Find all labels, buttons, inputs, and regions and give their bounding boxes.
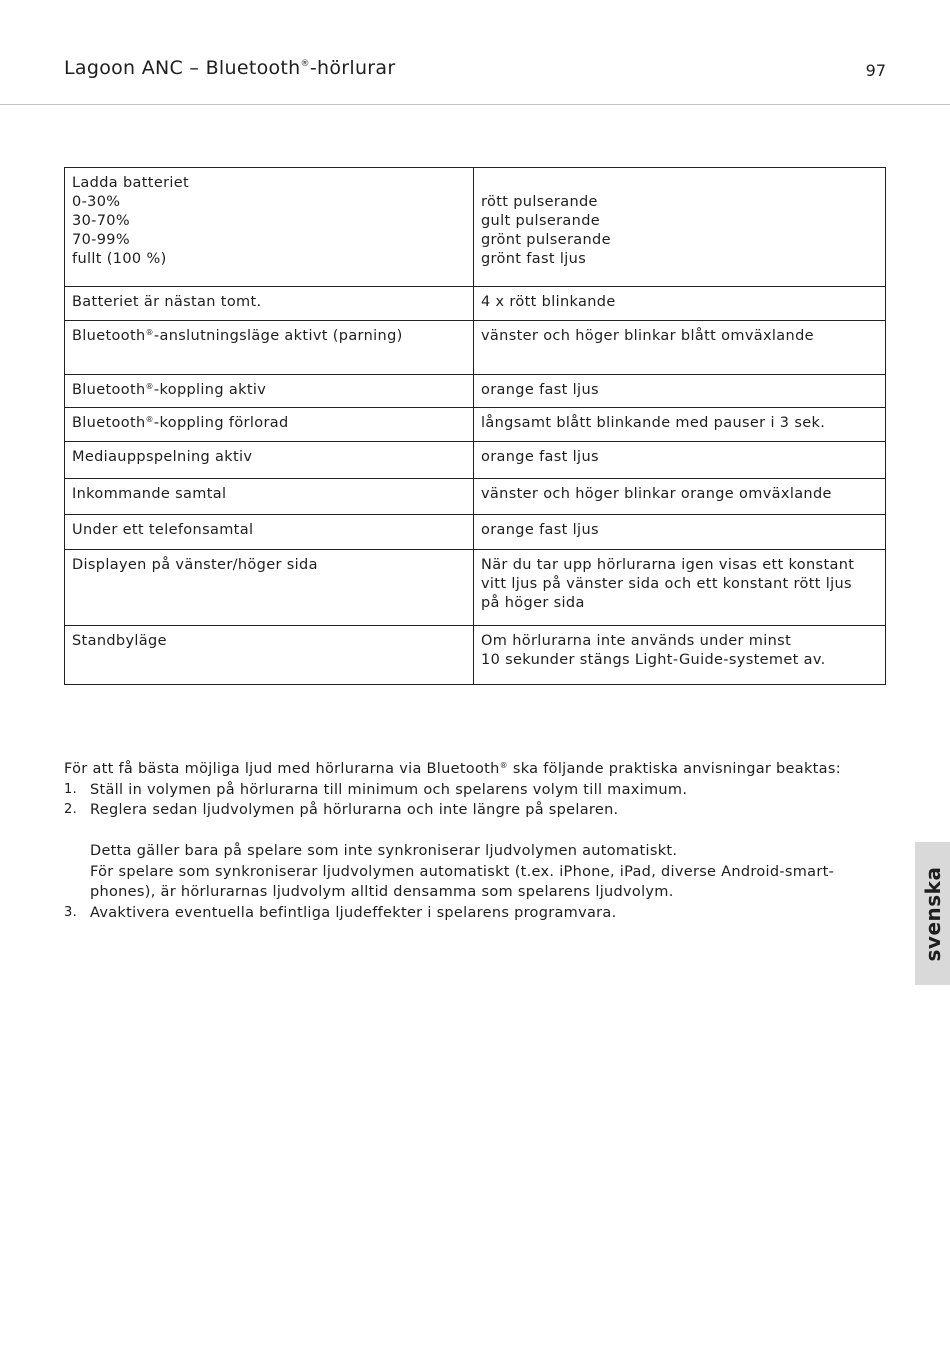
table-cell-condition: Batteriet är nästan tomt. <box>65 287 474 321</box>
table-row <box>65 287 886 321</box>
header-divider <box>0 104 950 105</box>
table-cell-indication: Om hörlurarna inte används under minst 10 sekunder stängs Light-Guide-systemet av. <box>474 626 886 685</box>
table-cell-condition: Under ett telefonsamtal <box>65 515 474 550</box>
list-item: 1. Ställ in volymen på hörlurarna till minimum och spelarens volym till maximum. <box>64 780 904 801</box>
table-row <box>65 442 886 479</box>
tips-section <box>64 759 904 923</box>
tips-intro: För att få bästa möjliga ljud med hörlurarna via Bluetooth® ska följande praktiska anvisningar beaktas: <box>64 761 841 777</box>
page-number: 97 <box>865 61 886 80</box>
step-note: Detta gäller bara på spelare som inte synkroniserar ljudvolymen automatiskt. <box>90 843 678 859</box>
list-item: 3. Avaktivera eventuella befintliga ljudeffekter i spelarens programvara. <box>64 903 904 924</box>
table-row <box>65 375 886 408</box>
table-cell-indication: orange fast ljus <box>474 515 886 550</box>
table-row <box>65 626 886 685</box>
table-cell-condition: Standbyläge <box>65 626 474 685</box>
list-item-number: 2. <box>64 802 78 817</box>
table-cell-condition: Inkommande samtal <box>65 479 474 515</box>
table-cell-indication: vänster och höger blinkar blått omväxlande <box>474 321 886 375</box>
table-cell-condition: Mediauppspelning aktiv <box>65 442 474 479</box>
table-cell-condition: Displayen på vänster/höger sida <box>65 550 474 626</box>
language-tab[interactable] <box>915 842 950 985</box>
table-row <box>65 550 886 626</box>
list-item: 2. Reglera sedan ljudvolymen på hörlurarna och inte längre på spelaren. Detta gäller bara på spelare som inte synkroniserar ljudvolymen automatiskt. För spelare som synkroniserar ljudvolymen automatiskt (t.ex. iPhone, iPad, diverse Android-smart- phones), är hörlurarnas ljudvolym alltid densamma som spelarens ljudvolym. <box>64 800 904 903</box>
step-note: phones), är hörlurarnas ljudvolym alltid densamma som spelarens ljudvolym. <box>90 884 674 900</box>
led-status-table <box>64 167 886 685</box>
table-cell-indication: orange fast ljus <box>474 375 886 408</box>
language-tab-label: svenska <box>920 866 945 961</box>
table-cell-indication: orange fast ljus <box>474 442 886 479</box>
table-cell-indication: vänster och höger blinkar orange omväxlande <box>474 479 886 515</box>
table-cell-indication: När du tar upp hörlurarna igen visas ett konstant vitt ljus på vänster sida och ett konstant rött ljus på höger sida <box>474 550 886 626</box>
table-row <box>65 168 886 287</box>
list-item-number: 3. <box>64 904 78 920</box>
table-cell-indication: långsamt blått blinkande med pauser i 3 sek. <box>474 408 886 442</box>
page-title: Lagoon ANC – Bluetooth®-hörlurar <box>64 57 396 79</box>
table-cell-indication: rött pulserande gult pulserande grönt pulserande grönt fast ljus <box>474 168 886 287</box>
table-row <box>65 479 886 515</box>
table-row <box>65 515 886 550</box>
step-note: För spelare som synkroniserar ljudvolymen automatiskt (t.ex. iPhone, iPad, diverse Android-smart- <box>90 863 835 880</box>
table-cell-condition: Bluetooth®-koppling förlorad <box>65 408 474 442</box>
table-cell-condition: Bluetooth®-anslutningsläge aktivt (parning) <box>65 321 474 375</box>
table-row <box>65 408 886 442</box>
list-item-number: 1. <box>64 781 78 797</box>
table-cell-condition: Ladda batteriet 0-30% 30-70% 70-99% fullt (100 %) <box>65 168 474 287</box>
table-cell-condition: Bluetooth®-koppling aktiv <box>65 375 474 408</box>
table-cell-indication: 4 x rött blinkande <box>474 287 886 321</box>
table-row <box>65 321 886 375</box>
